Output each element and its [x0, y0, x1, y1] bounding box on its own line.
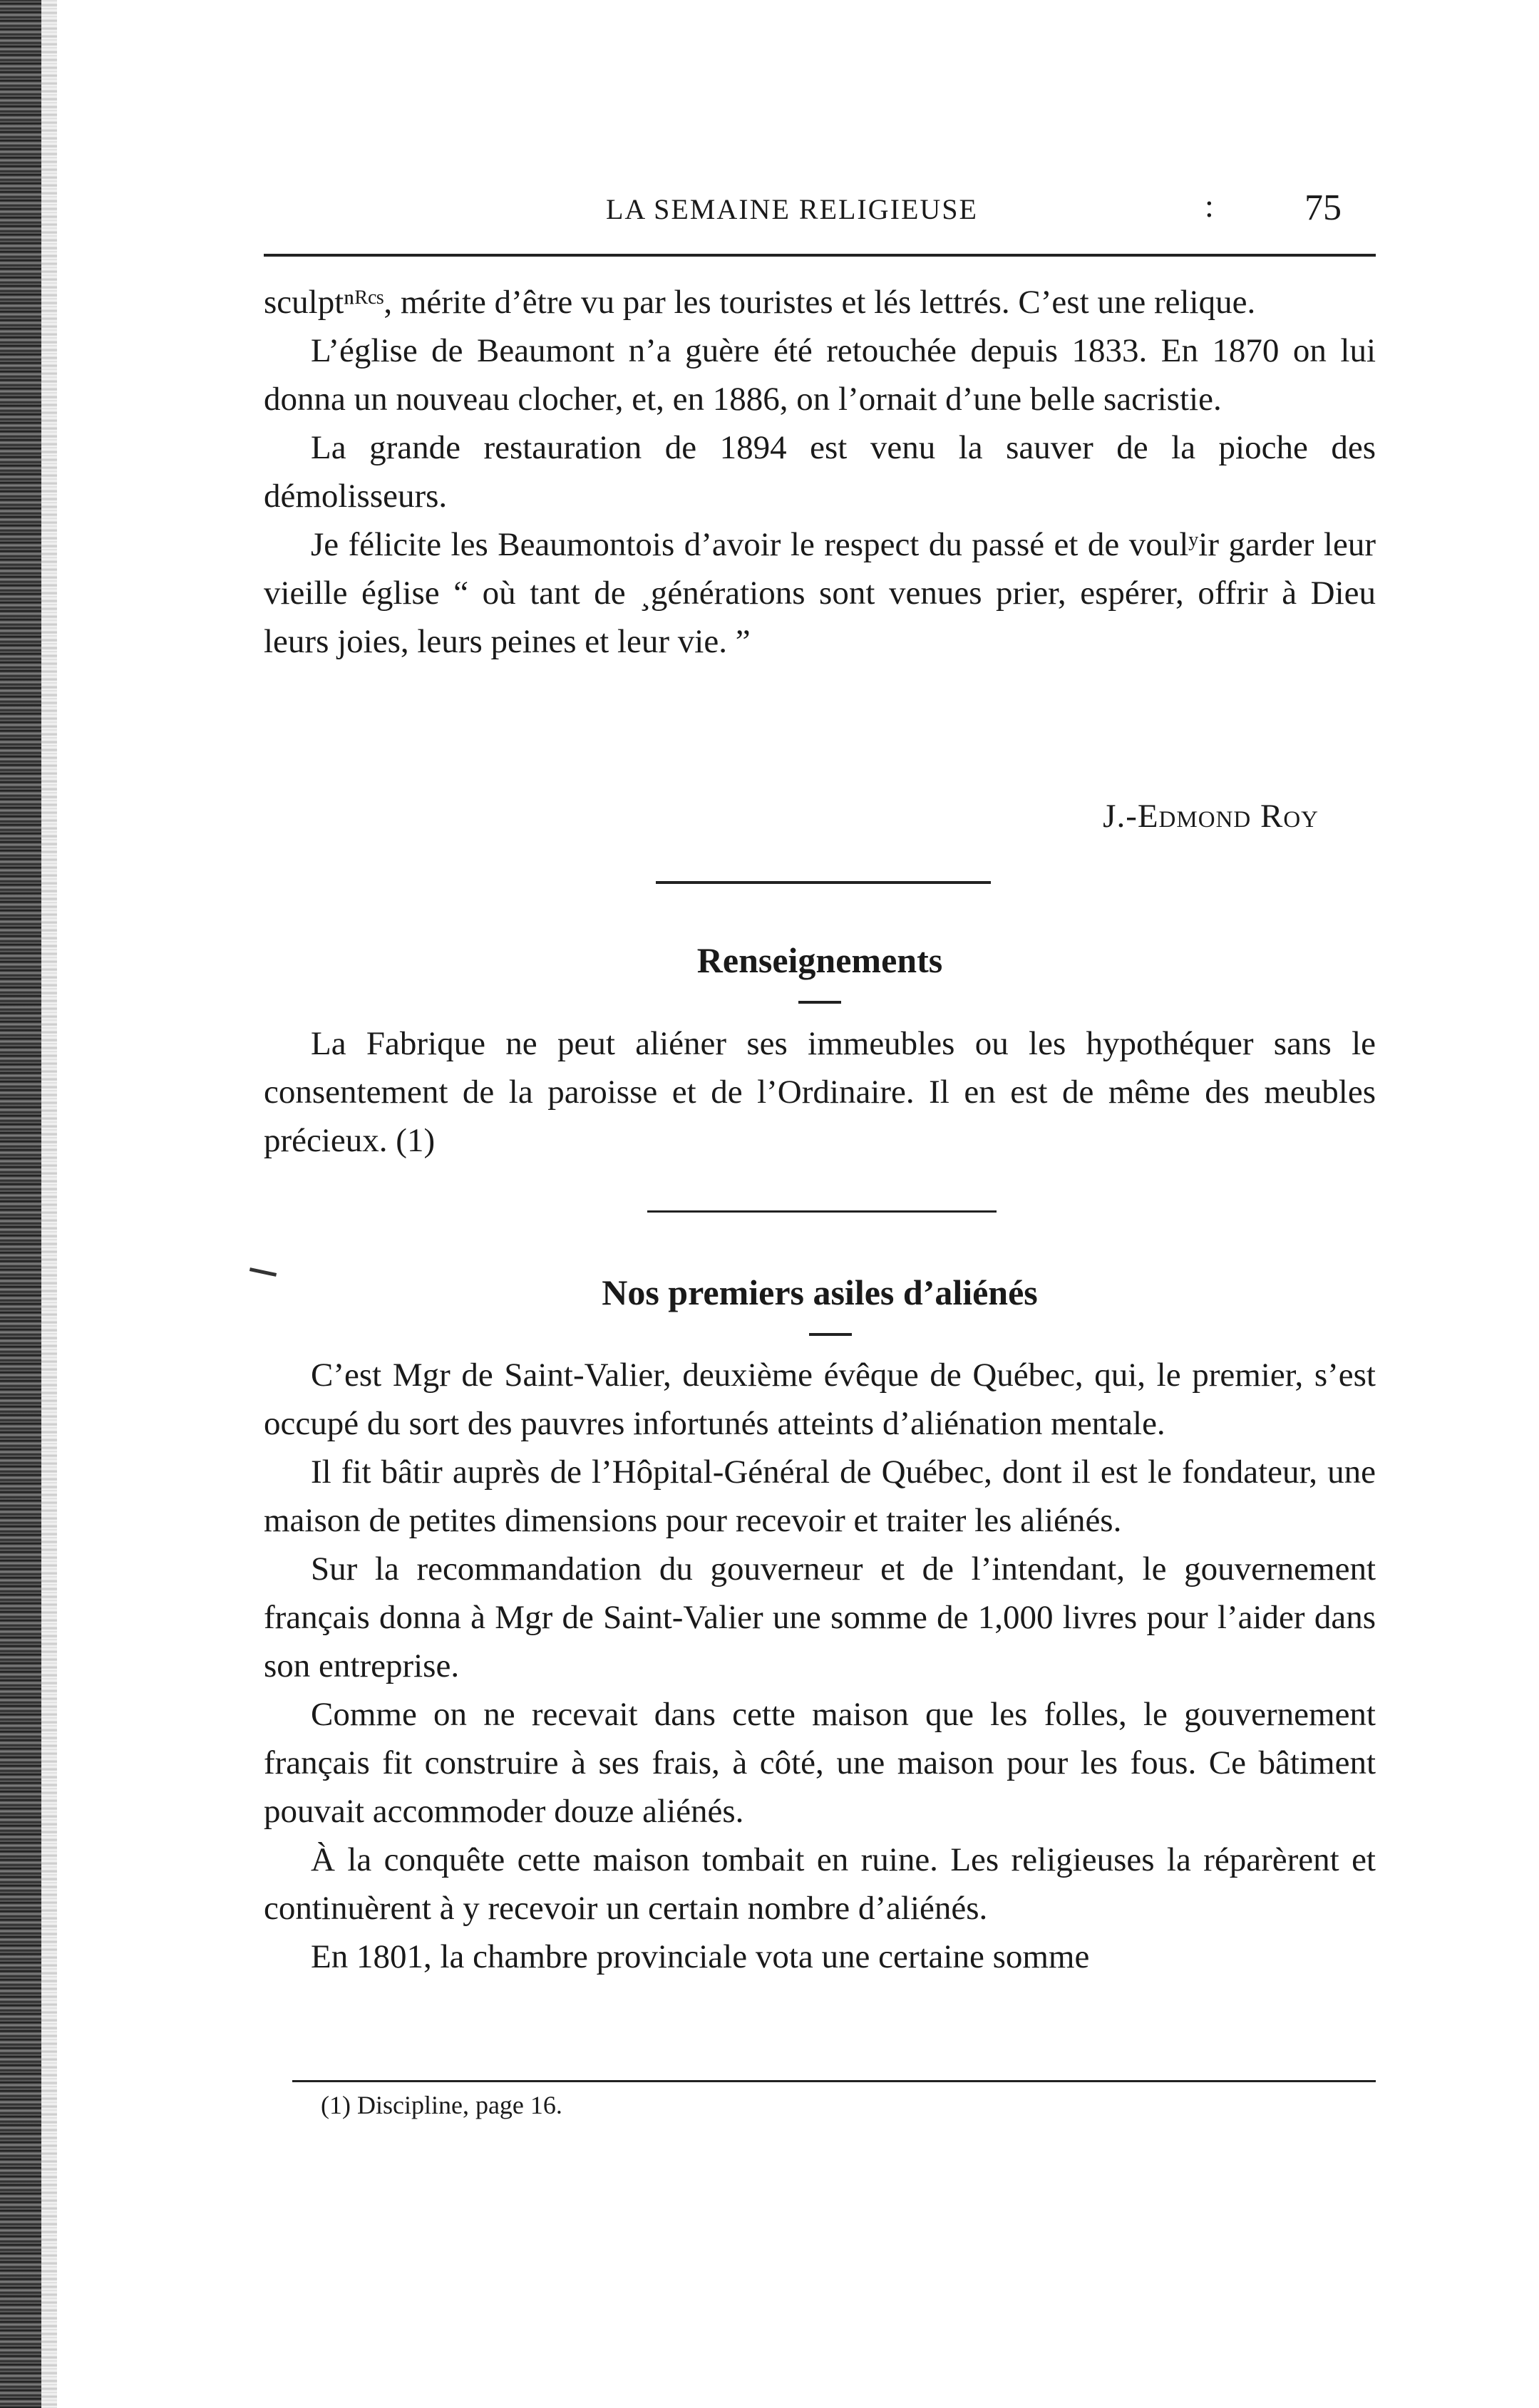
page-number: 75 [1304, 187, 1342, 228]
author-signature: J.-Edmond Roy [1103, 798, 1319, 835]
paragraph: Il fit bâtir auprès de l’Hôpital-Général de Québec, dont il est le fondateur, une maison de petites dimensions pour recevoir et traiter les aliénés. [264, 1453, 1376, 1539]
section-asiles-text [264, 1351, 1376, 1981]
paragraph: C’est Mgr de Saint-Valier, deuxième évêque de Québec, qui, le premier, s’est occupé du sort des pauvres infortunés atteints d’aliénation mentale. [264, 1357, 1376, 1442]
section-heading: Renseignements [696, 940, 943, 980]
heading-dash [809, 1333, 852, 1336]
footnote-rule [292, 2080, 1376, 2082]
book-binding-edge [0, 0, 41, 2408]
heading-dash [798, 1001, 841, 1004]
running-title: LA SEMAINE RELIGIEUSE [606, 193, 978, 225]
paragraph: Sur la recommandation du gouverneur et de l’intendant, le gouvernement français donna à Mgr de Saint-Valier une somme de 1,000 livres pour l’aider dans son entreprise. [264, 1550, 1376, 1684]
page-header [264, 187, 1376, 237]
paragraph: Je félicite les Beaumontois d’avoir le respect du passé et de voulʸir garder leur vieille église “ où tant de ¸générations sont venues prier, espérer, offrir à Dieu leurs joies, leurs peines et leur vie. ” [264, 526, 1376, 660]
header-colon: : [1205, 187, 1214, 224]
paragraph: L’église de Beaumont n’a guère été retouchée depuis 1833. En 1870 on lui donna un nouveau clocher, et, en 1886, on l’ornait d’une belle sacristie. [264, 332, 1376, 418]
paragraph: À la conquête cette maison tombait en ruine. Les religieuses la réparèrent et continuèrent à y recevoir un certain nombre d’aliénés. [264, 1841, 1376, 1927]
section-heading: Nos premiers asiles d’aliénés [602, 1272, 1038, 1312]
paragraph: La grande restauration de 1894 est venu la sauver de la pioche des démolisseurs. [264, 429, 1376, 515]
paragraph: sculptⁿᴿᶜˢ, mérite d’être vu par les touristes et lés lettrés. C’est une relique. [264, 284, 1256, 321]
section-divider [656, 881, 991, 884]
paragraph: En 1801, la chambre provinciale vota une certaine somme [311, 1938, 1090, 1975]
paragraph: La Fabrique ne peut aliéner ses immeubles ou les hypothéquer sans le consentement de la paroisse et de l’Ordinaire. Il en est de même des meubles précieux. (1) [264, 1025, 1376, 1159]
header-rule [264, 254, 1376, 257]
section-renseignements-text [264, 1019, 1376, 1165]
section-divider [647, 1210, 997, 1213]
footnote: (1) Discipline, page 16. [321, 2091, 562, 2119]
paragraph: Comme on ne recevait dans cette maison que les folles, le gouvernement français fit construire à ses frais, à côté, une maison pour les fous. Ce bâtiment pouvait accommoder douze aliénés. [264, 1696, 1376, 1830]
section-church-text [264, 278, 1376, 666]
